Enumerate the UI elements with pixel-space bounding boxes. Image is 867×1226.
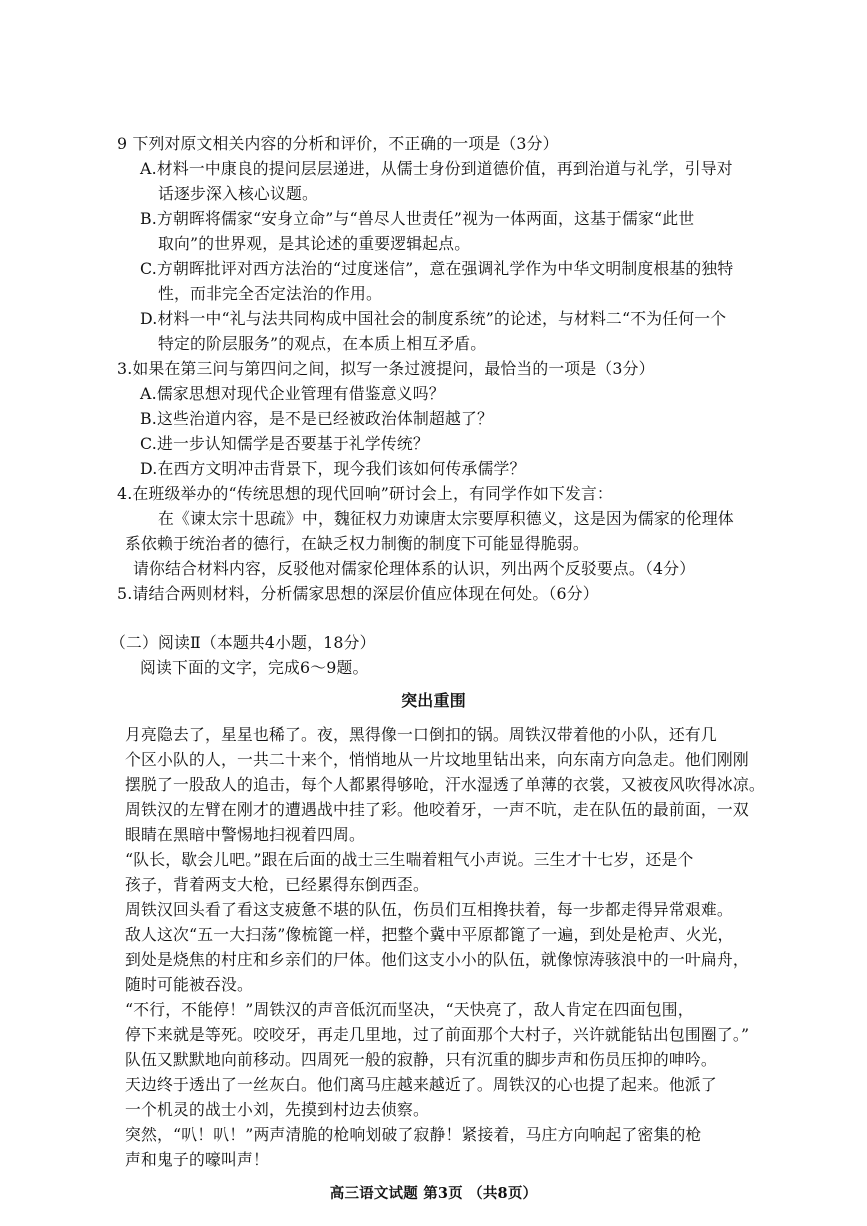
q2-option-a-line2: 话逐步深入核心议题。	[158, 184, 318, 203]
q3-option-a: A.儒家思想对现代企业管理有借鉴意义吗？	[140, 384, 445, 403]
story-line: 眼睛在黑暗中警惕地扫视着四周。	[125, 825, 365, 844]
story-line: 停下来就是等死。咬咬牙，再走几里地，过了前面那个大村子，兴许就能钻出包围圈了。”	[125, 1025, 750, 1044]
story-line: 队伍又默默地向前移动。四周死一般的寂静，只有沉重的脚步声和伤员压抑的呻吟。	[125, 1050, 717, 1069]
story-line: 月亮隐去了，星星也稀了。夜，黑得像一口倒扣的锅。周铁汉带着他的小队，还有几	[125, 725, 717, 744]
q3-option-d: D.在西方文明冲击背景下，现今我们该如何传承儒学？	[140, 459, 526, 478]
q4-instruction: 请你结合材料内容，反驳他对儒家伦理体系的认识，列出两个反驳要点。（4分）	[133, 559, 696, 578]
story-title: 突出重围	[401, 691, 466, 710]
story-line: 孩子，背着两支大枪，已经累得东倒西歪。	[125, 875, 429, 894]
q4-quote-line2: 系依赖于统治者的德行，在缺乏权力制衡的制度下可能显得脆弱。	[125, 534, 589, 553]
q2-option-c-line1: C.方朝晖批评对西方法治的“过度迷信”，意在强调礼学作为中华文明制度根基的独特	[140, 259, 734, 278]
story-line: 个区小队的人，一共二十来个，悄悄地从一片坟地里钻出来，向东南方向急走。他们刚刚	[125, 750, 749, 769]
story-line: 随时可能被吞没。	[125, 975, 253, 994]
page-footer: 高三语文试题 第3页 （共8页）	[329, 1185, 538, 1202]
q4-quote-line1: 在《谏太宗十思疏》中，魏征权力劝谏唐太宗要厚积德义，这是因为儒家的伦理体	[158, 509, 734, 528]
story-line: 一个机灵的战士小刘，先摸到村边去侦察。	[125, 1100, 429, 1119]
question-3-stem: 3.如果在第三问与第四问之间，拟写一条过渡提问，最恰当的一项是（3分）	[117, 359, 655, 378]
story-line: 敌人这次“五一大扫荡”像梳篦一样，把整个冀中平原都篦了一遍，到处是枪声、火光，	[125, 925, 734, 944]
q2-option-a-line1: A.材料一中康良的提问层层递进，从儒士身份到道德价值，再到治道与礼学，引导对	[140, 159, 733, 178]
q2-option-d-line1: D.材料一中“礼与法共同构成中国社会的制度系统”的论述，与材料二“不为任何一个	[140, 309, 727, 328]
story-line: “不行，不能停！”周铁汉的声音低沉而坚决，“天快亮了，敌人肯定在四面包围，	[125, 1000, 694, 1019]
q2-option-d-line2: 特定的阶层服务”的观点，在本质上相互矛盾。	[158, 334, 487, 353]
q3-option-c: C.进一步认知儒学是否要基于礼学传统？	[140, 434, 429, 453]
story-line: 摆脱了一股敌人的追击，每个人都累得够呛，汗水湿透了单薄的衣裳，又被夜风吹得冰凉。	[125, 775, 765, 794]
question-4-stem: 4.在班级举办的“传统思想的现代回响”研讨会上，有同学作如下发言：	[117, 484, 613, 503]
q2-option-b-line1: B.方朝晖将儒家“安身立命”与“兽尽人世责任”视为一体两面，这基于儒家“此世	[140, 209, 695, 228]
story-line: 天边终于透出了一丝灰白。他们离马庄越来越近了。周铁汉的心也提了起来。他派了	[125, 1075, 717, 1094]
q3-option-b: B.这些治道内容，是不是已经被政治体制超越了？	[140, 409, 493, 428]
q2-option-c-line2: 性，而非完全否定法治的作用。	[158, 284, 382, 303]
section-heading: （二）阅读Ⅱ（本题共4小题，18分）	[110, 633, 376, 652]
story-line: 到处是烧焦的村庄和乡亲们的尸体。他们这支小小的队伍，就像惊涛骇浪中的一叶扁舟，	[125, 950, 749, 969]
story-line: 突然，“叭！叭！”两声清脆的枪响划破了寂静！紧接着，马庄方向响起了密集的枪	[125, 1125, 702, 1144]
story-line: 周铁汉回头看了看这支疲惫不堪的队伍，伤员们互相搀扶着，每一步都走得异常艰难。	[125, 900, 733, 919]
section-instruction: 阅读下面的文字，完成6～9题。	[140, 658, 369, 677]
story-line: 周铁汉的左臂在刚才的遭遇战中挂了彩。他咬着牙，一声不吭，走在队伍的最前面，一双	[125, 800, 749, 819]
q2-option-b-line2: 取向”的世界观，是其论述的重要逻辑起点。	[158, 234, 471, 253]
story-line: 声和鬼子的嚎叫声！	[125, 1150, 269, 1169]
story-line: “队长，歇会儿吧。”跟在后面的战士三生喘着粗气小声说。三生才十七岁，还是个	[125, 850, 694, 869]
question-5-stem: 5.请结合两则材料，分析儒家思想的深层价值应体现在何处。（6分）	[117, 584, 599, 603]
question-2-stem: 9 下列对原文相关内容的分析和评价，不正确的一项是（3分）	[117, 134, 559, 153]
